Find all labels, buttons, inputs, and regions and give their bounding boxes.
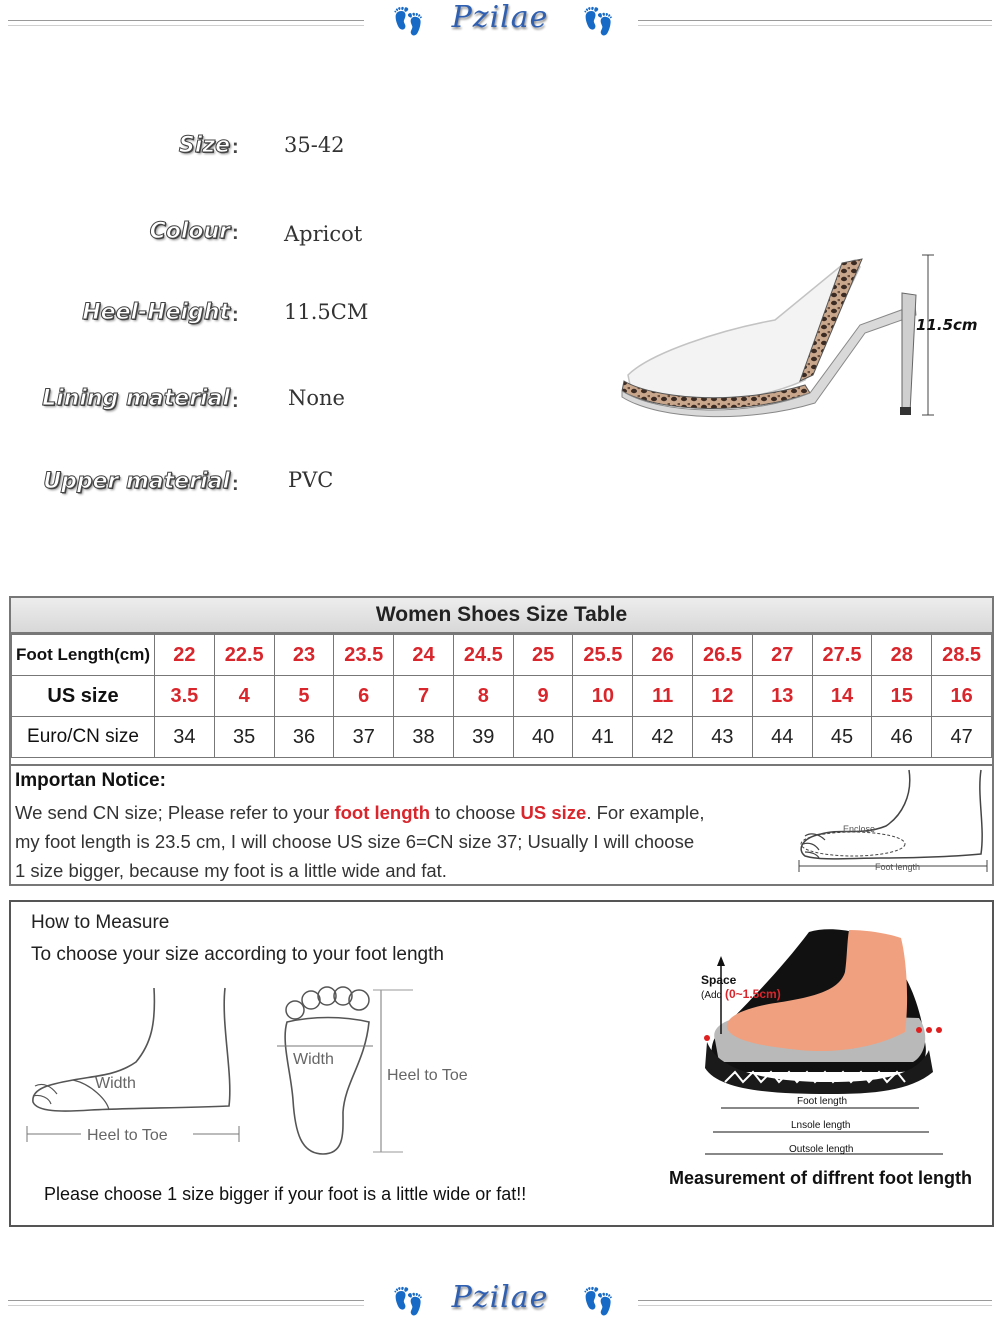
table-cell: 24 [394,635,454,676]
table-cell: 27.5 [812,635,872,676]
table-cell: 22 [155,635,215,676]
spec-colon: : [232,390,239,412]
table-row [12,635,992,676]
table-cell: 23.5 [334,635,394,676]
shoe-image [610,235,1000,435]
table-cell: 44 [752,717,812,758]
spec-colon: : [232,473,239,495]
measure-title: How to Measure [31,912,170,933]
spec-label-lining: Lining material [42,386,230,411]
table-cell: 46 [872,717,932,758]
heel-to-toe-label-sole: Heel to Toe [387,1067,468,1084]
foot-sole-diagram [273,982,493,1160]
measure-subtitle: To choose your size according to your foot length [31,944,444,965]
table-cell: 25.5 [573,635,633,676]
divider [8,20,364,26]
spec-value-heel-height: 11.5CM [284,300,369,324]
divider [638,1300,992,1306]
table-cell: 40 [513,717,573,758]
footprint-icon: 👣 [392,1286,425,1316]
table-cell: 22.5 [214,635,274,676]
measure-caption: Measurement of diffrent foot length [669,1168,972,1188]
notice-text-part: . For example, [586,802,705,823]
notice-box [11,764,992,886]
table-cell: 10 [573,676,633,717]
space-label: Space [701,973,737,987]
how-to-measure [9,900,994,1227]
table-cell: 28.5 [932,635,992,676]
table-cell: 11 [633,676,693,717]
table-cell: 3.5 [155,676,215,717]
spec-colon: : [232,136,239,158]
table-cell: 24.5 [453,635,513,676]
table-cell: 47 [932,717,992,758]
outsole-length-label: Outsole length [789,1144,854,1155]
table-cell: 14 [812,676,872,717]
size-table [9,596,994,886]
table-cell: 9 [513,676,573,717]
space-add-label: (Add [701,990,723,1001]
bottom-brand-bar [0,1280,1000,1324]
table-cell: 4 [214,676,274,717]
spec-value-lining: None [288,386,345,410]
table-cell: 45 [812,717,872,758]
table-cell: 41 [573,717,633,758]
space-range-label: (0~1.5cm) [725,987,781,1001]
table-cell: 6 [334,676,394,717]
foot-length-label: Foot length [875,862,921,872]
notice-line: 1 size bigger, because my foot is a little wide and fat. [15,860,447,881]
top-brand-bar [0,0,1000,44]
footprint-icon: 👣 [392,6,425,36]
table-cell: 26 [633,635,693,676]
shoe-cross-section [679,922,969,1162]
size-grid [11,634,992,758]
table-cell: 35 [214,717,274,758]
table-cell: 25 [513,635,573,676]
table-cell: 39 [453,717,513,758]
table-cell: 38 [394,717,454,758]
spec-value-colour: Apricot [284,222,363,246]
divider [638,20,992,26]
notice-line [15,798,795,827]
table-row [12,717,992,758]
notice-text-part: to choose [430,802,521,823]
notice-text-part: We send CN size; Please refer to your [15,802,335,823]
foot-side-diagram [21,984,251,1154]
foot-length-label-2: Foot length [797,1096,848,1107]
brand-logo: Pzilae [451,1280,549,1315]
table-cell: 13 [752,676,812,717]
notice-line: my foot length is 23.5 cm, I will choose US size 6=CN size 37; Usually I will choose [15,831,695,852]
row-header: Euro/CN size [12,717,155,758]
width-label-side: Width [95,1075,136,1092]
spec-label-size: Size [178,133,230,158]
table-cell: 43 [693,717,753,758]
size-table-title: Women Shoes Size Table [11,598,992,634]
table-cell: 27 [752,635,812,676]
heel-to-toe-label-side: Heel to Toe [87,1127,168,1144]
table-cell: 36 [274,717,334,758]
notice-title: Importan Notice: [15,770,166,791]
table-cell: 8 [453,676,513,717]
row-header: US size [12,676,155,717]
spec-label-heel-height: Heel-Height [82,300,230,325]
notice-highlight-us-size: US size [520,802,587,823]
width-label-sole: Width [293,1051,334,1068]
table-cell: 5 [274,676,334,717]
table-cell: 15 [872,676,932,717]
spec-value-size: 35-42 [284,133,345,157]
spec-value-upper: PVC [288,468,334,492]
spec-label-upper: Upper material [43,469,230,494]
footprint-icon: 👣 [582,6,615,36]
table-cell: 34 [155,717,215,758]
footprint-icon: 👣 [582,1286,615,1316]
notice-highlight-foot-length: foot length [334,802,430,823]
table-row [12,676,992,717]
divider [8,1300,364,1306]
table-cell: 7 [394,676,454,717]
spec-colon: : [232,222,239,244]
measure-note: Please choose 1 size bigger if your foot is a little wide or fat!! [44,1184,527,1204]
table-cell: 12 [693,676,753,717]
heel-height-label: 11.5cm [916,316,978,334]
table-cell: 37 [334,717,394,758]
brand-logo: Pzilae [451,0,549,35]
table-cell: 26.5 [693,635,753,676]
row-header: Foot Length(cm) [12,635,155,676]
notice-text [15,798,795,885]
table-cell: 16 [932,676,992,717]
table-cell: 42 [633,717,693,758]
insole-length-label: Lnsole length [791,1120,851,1131]
table-cell: 23 [274,635,334,676]
enclose-label: Enclose [843,824,876,834]
foot-length-figure [791,766,991,884]
table-cell: 28 [872,635,932,676]
spec-label-colour: Colour [149,219,230,244]
spec-colon: : [232,304,239,326]
